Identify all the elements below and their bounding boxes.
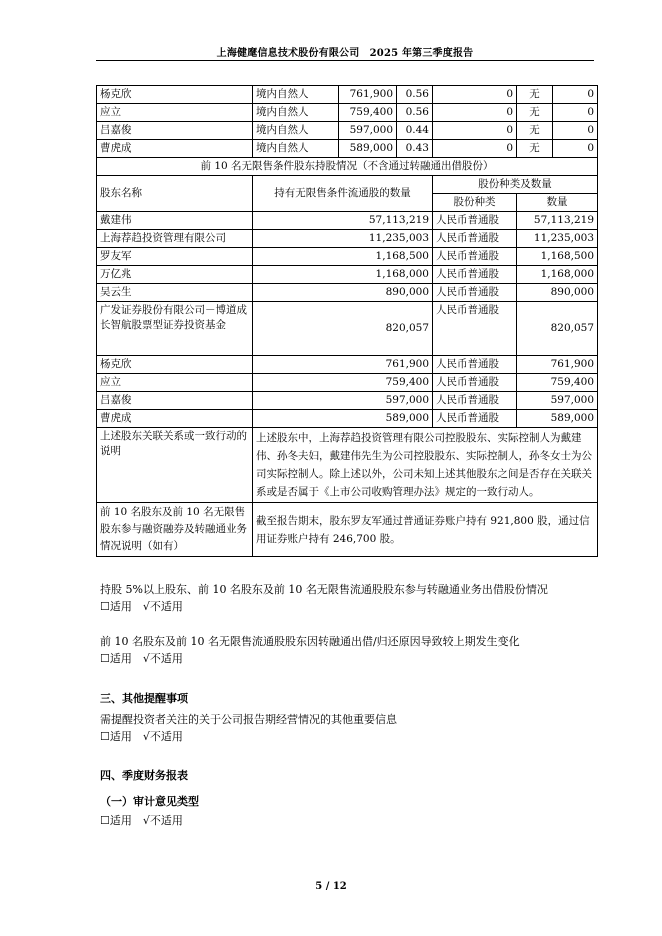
table-row bbox=[97, 284, 598, 302]
share-num: 1,168,000 bbox=[517, 266, 598, 284]
section-4-subtitle: （一）审计意见类型 bbox=[100, 795, 199, 808]
section-4-title: 四、季度财务报表 bbox=[100, 769, 188, 782]
table-row bbox=[97, 212, 598, 230]
share-num: 761,900 bbox=[517, 356, 598, 374]
section-3-option: ☐适用 √不适用 bbox=[100, 730, 183, 743]
share-num: 1,168,500 bbox=[517, 248, 598, 266]
share-type: 人民币普通股 bbox=[433, 356, 517, 374]
unrestricted-qty: 589,000 bbox=[253, 410, 433, 428]
pledge-status: 无 bbox=[517, 104, 553, 122]
holder-name: 应立 bbox=[97, 104, 253, 122]
col-share-type-header: 股份种类 bbox=[433, 194, 517, 212]
lending-text: 持股 5%以上股东、前 10 名股东及前 10 名无限售流通股股东参与转融通业务出借股份情况 bbox=[100, 583, 548, 596]
holder-type: 境内自然人 bbox=[253, 104, 339, 122]
col-holder-header: 股东名称 bbox=[97, 176, 253, 212]
pledge-status: 无 bbox=[517, 122, 553, 140]
top-shareholders-table bbox=[96, 85, 598, 158]
section-4 bbox=[100, 767, 600, 829]
relation-label: 上述股东关联关系或一致行动的说明 bbox=[97, 428, 253, 503]
holder-name: 罗友军 bbox=[97, 248, 253, 266]
change-text: 前 10 名股东及前 10 名无限售流通股股东因转融通出借/归还原因导致较上期发生变化 bbox=[100, 635, 520, 648]
share-num: 11,235,003 bbox=[517, 230, 598, 248]
pledge-qty: 0 bbox=[553, 122, 598, 140]
table-header-row bbox=[97, 176, 598, 194]
share-type: 人民币普通股 bbox=[433, 266, 517, 284]
unrestricted-qty: 820,057 bbox=[253, 302, 433, 356]
pledge-status: 无 bbox=[517, 140, 553, 158]
holder-type: 境内自然人 bbox=[253, 140, 339, 158]
holder-name: 上海荐趋投资管理有限公司 bbox=[97, 230, 253, 248]
restricted-shares: 0 bbox=[433, 104, 517, 122]
table-row bbox=[97, 140, 598, 158]
share-type: 人民币普通股 bbox=[433, 230, 517, 248]
table-row bbox=[97, 86, 598, 104]
table-title: 前 10 名无限售条件股东持股情况（不含通过转融通出借股份） bbox=[97, 158, 598, 176]
share-num: 820,057 bbox=[517, 302, 598, 356]
holder-name: 吴云生 bbox=[97, 284, 253, 302]
lending-paragraph bbox=[100, 581, 600, 615]
share-type: 人民币普通股 bbox=[433, 212, 517, 230]
lending-option: ☐适用 √不适用 bbox=[100, 600, 183, 613]
holder-name: 吕嘉俊 bbox=[97, 392, 253, 410]
share-type: 人民币普通股 bbox=[433, 410, 517, 428]
change-paragraph bbox=[100, 633, 600, 667]
pledge-status: 无 bbox=[517, 86, 553, 104]
col-quantity-header: 数量 bbox=[517, 194, 598, 212]
share-type: 人民币普通股 bbox=[433, 392, 517, 410]
percent: 0.43 bbox=[397, 140, 433, 158]
page-number: 5 / 12 bbox=[315, 881, 347, 892]
shares: 761,900 bbox=[339, 86, 397, 104]
pledge-qty: 0 bbox=[553, 140, 598, 158]
holder-name: 曹虎成 bbox=[97, 140, 253, 158]
table-row bbox=[97, 266, 598, 284]
share-num: 890,000 bbox=[517, 284, 598, 302]
percent: 0.56 bbox=[397, 104, 433, 122]
holder-type: 境内自然人 bbox=[253, 122, 339, 140]
holder-name: 杨克欣 bbox=[97, 86, 253, 104]
margin-text: 截至报告期末，股东罗友军通过普通证券账户持有 921,800 股，通过信用证券账户持有 246,700 股。 bbox=[253, 503, 598, 557]
pledge-qty: 0 bbox=[553, 86, 598, 104]
share-num: 57,113,219 bbox=[517, 212, 598, 230]
pledge-qty: 0 bbox=[553, 104, 598, 122]
col-unrestricted-header: 持有无限售条件流通股的数量 bbox=[253, 176, 433, 212]
share-type: 人民币普通股 bbox=[433, 284, 517, 302]
unrestricted-shareholders-table bbox=[96, 157, 598, 557]
col-share-group-header: 股份种类及数量 bbox=[433, 176, 598, 194]
unrestricted-qty: 761,900 bbox=[253, 356, 433, 374]
table-row bbox=[97, 392, 598, 410]
holder-name: 曹虎成 bbox=[97, 410, 253, 428]
unrestricted-qty: 1,168,000 bbox=[253, 266, 433, 284]
change-option: ☐适用 √不适用 bbox=[100, 652, 183, 665]
margin-label: 前 10 名股东及前 10 名无限售股东参与融资融券及转融通业务情况说明（如有） bbox=[97, 503, 253, 557]
unrestricted-qty: 890,000 bbox=[253, 284, 433, 302]
restricted-shares: 0 bbox=[433, 86, 517, 104]
unrestricted-qty: 11,235,003 bbox=[253, 230, 433, 248]
share-type: 人民币普通股 bbox=[433, 374, 517, 392]
holder-name: 戴建伟 bbox=[97, 212, 253, 230]
page-header: 上海健麾信息技术股份有限公司 2025 年第三季度报告 bbox=[216, 48, 474, 59]
restricted-shares: 0 bbox=[433, 122, 517, 140]
table-row bbox=[97, 374, 598, 392]
table-row bbox=[97, 302, 598, 356]
table-row bbox=[97, 410, 598, 428]
unrestricted-qty: 759,400 bbox=[253, 374, 433, 392]
section-3-text: 需提醒投资者关注的关于公司报告期经营情况的其他重要信息 bbox=[100, 713, 397, 726]
table-row bbox=[97, 230, 598, 248]
section-3 bbox=[100, 690, 600, 745]
share-num: 597,000 bbox=[517, 392, 598, 410]
unrestricted-qty: 57,113,219 bbox=[253, 212, 433, 230]
percent: 0.56 bbox=[397, 86, 433, 104]
relation-row bbox=[97, 428, 598, 503]
share-num: 589,000 bbox=[517, 410, 598, 428]
holder-name: 万亿兆 bbox=[97, 266, 253, 284]
margin-row bbox=[97, 503, 598, 557]
table-row bbox=[97, 248, 598, 266]
holder-name: 吕嘉俊 bbox=[97, 122, 253, 140]
table-row bbox=[97, 104, 598, 122]
unrestricted-qty: 1,168,500 bbox=[253, 248, 433, 266]
table-row bbox=[97, 122, 598, 140]
shares: 759,400 bbox=[339, 104, 397, 122]
unrestricted-qty: 597,000 bbox=[253, 392, 433, 410]
table-title-row bbox=[97, 158, 598, 176]
holder-name: 广发证券股份有限公司－博道成长智航股票型证券投资基金 bbox=[97, 302, 253, 356]
share-type: 人民币普通股 bbox=[433, 302, 517, 356]
header-divider bbox=[96, 60, 594, 61]
holder-type: 境内自然人 bbox=[253, 86, 339, 104]
relation-text: 上述股东中，上海荐趋投资管理有限公司控股股东、实际控制人为戴建伟、孙冬夫妇，戴建伟先生为公司控股股东、实际控制人，孙冬女士为公司实际控制人。除上述以外，公司未知上述其他股东之间是否存在关联关系或是否属于《上市公司收购管理办法》规定的一致行动人。 bbox=[253, 428, 598, 503]
share-type: 人民币普通股 bbox=[433, 248, 517, 266]
holder-name: 应立 bbox=[97, 374, 253, 392]
percent: 0.44 bbox=[397, 122, 433, 140]
share-num: 759,400 bbox=[517, 374, 598, 392]
table-row bbox=[97, 356, 598, 374]
shares: 597,000 bbox=[339, 122, 397, 140]
restricted-shares: 0 bbox=[433, 140, 517, 158]
holder-name: 杨克欣 bbox=[97, 356, 253, 374]
shares: 589,000 bbox=[339, 140, 397, 158]
section-3-title: 三、其他提醒事项 bbox=[100, 692, 188, 705]
section-4-option: ☐适用 √不适用 bbox=[100, 814, 183, 827]
